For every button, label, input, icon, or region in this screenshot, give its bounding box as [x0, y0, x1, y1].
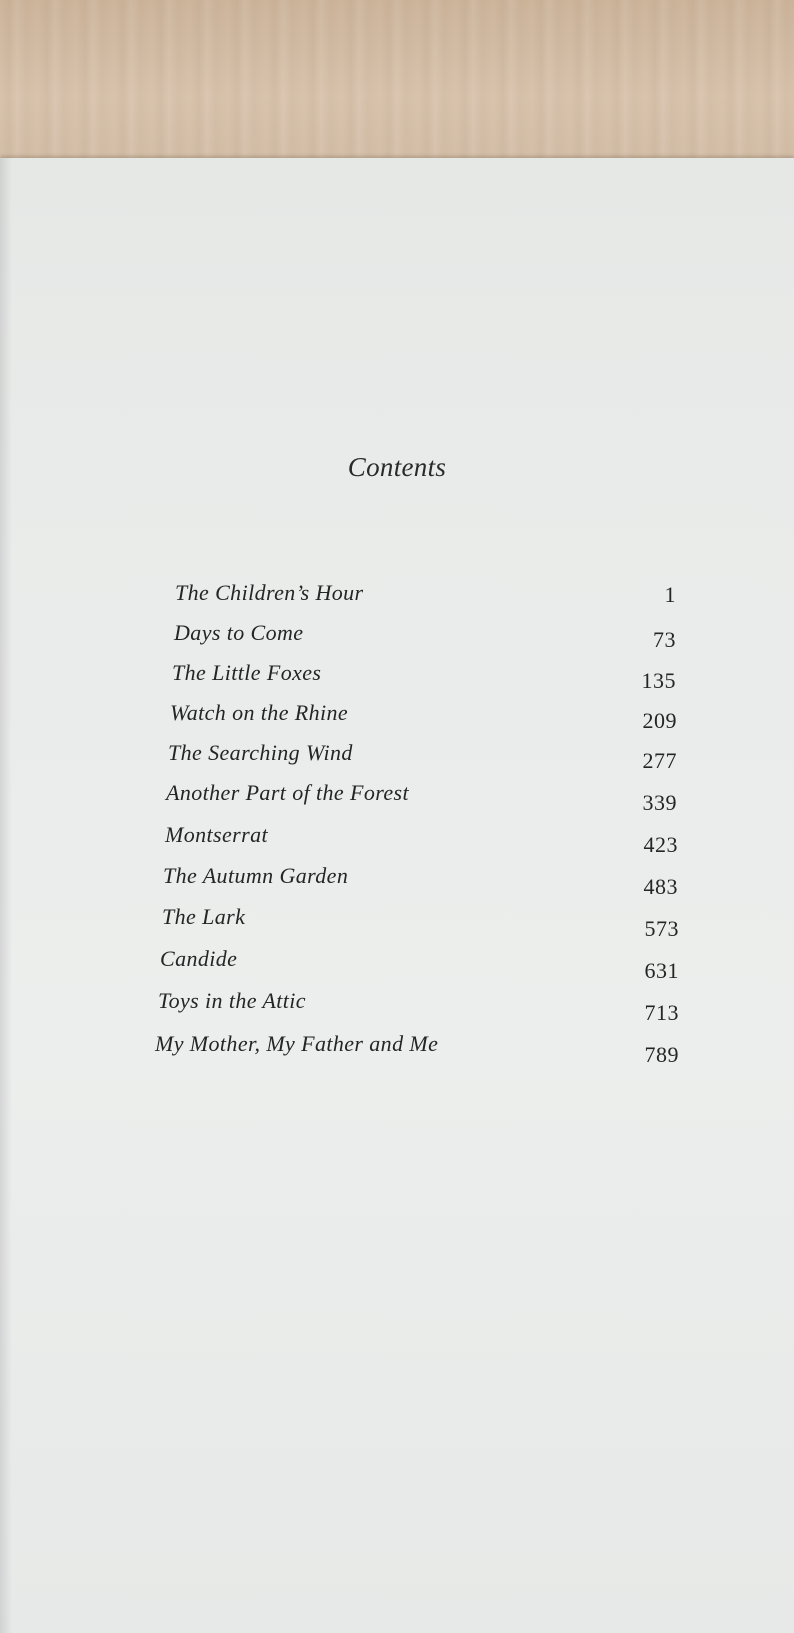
- wooden-table-background: [0, 0, 794, 175]
- toc-entry-page: 631: [644, 958, 679, 983]
- toc-entry-title: The Autumn Garden: [163, 863, 349, 888]
- toc-entry-title: Watch on the Rhine: [170, 700, 349, 725]
- toc-entry-title: Montserrat: [165, 822, 268, 847]
- toc-entry-title: Candide: [160, 946, 238, 971]
- toc-entry-title: The Little Foxes: [172, 660, 322, 685]
- toc-entry-title: The Lark: [162, 904, 246, 929]
- toc-entry-page: 1: [664, 582, 676, 607]
- toc-entry-title: The Searching Wind: [168, 740, 353, 765]
- toc-entry-title: My Mother, My Father and Me: [155, 1031, 439, 1056]
- toc-entry-page: 339: [642, 790, 677, 815]
- toc-entry-page: 789: [644, 1042, 679, 1067]
- toc-entry-title: Toys in the Attic: [158, 988, 306, 1013]
- toc-entry-page: 713: [644, 1000, 679, 1025]
- toc-entry-page: 135: [641, 668, 676, 693]
- contents-heading: Contents: [347, 452, 447, 482]
- toc-entry-page: 277: [642, 748, 677, 773]
- toc-entry-page: 573: [644, 916, 679, 941]
- page-edge-shadow: [0, 158, 12, 1633]
- toc-entry-page: 423: [643, 832, 678, 857]
- toc-entry-page: 483: [643, 874, 678, 899]
- toc-entry-title: The Children’s Hour: [175, 580, 364, 605]
- toc-entry-title: Days to Come: [174, 620, 304, 645]
- toc-entry-page: 209: [642, 708, 677, 733]
- toc-entry-title: Another Part of the Forest: [166, 780, 410, 805]
- toc-entry-page: 73: [653, 627, 676, 652]
